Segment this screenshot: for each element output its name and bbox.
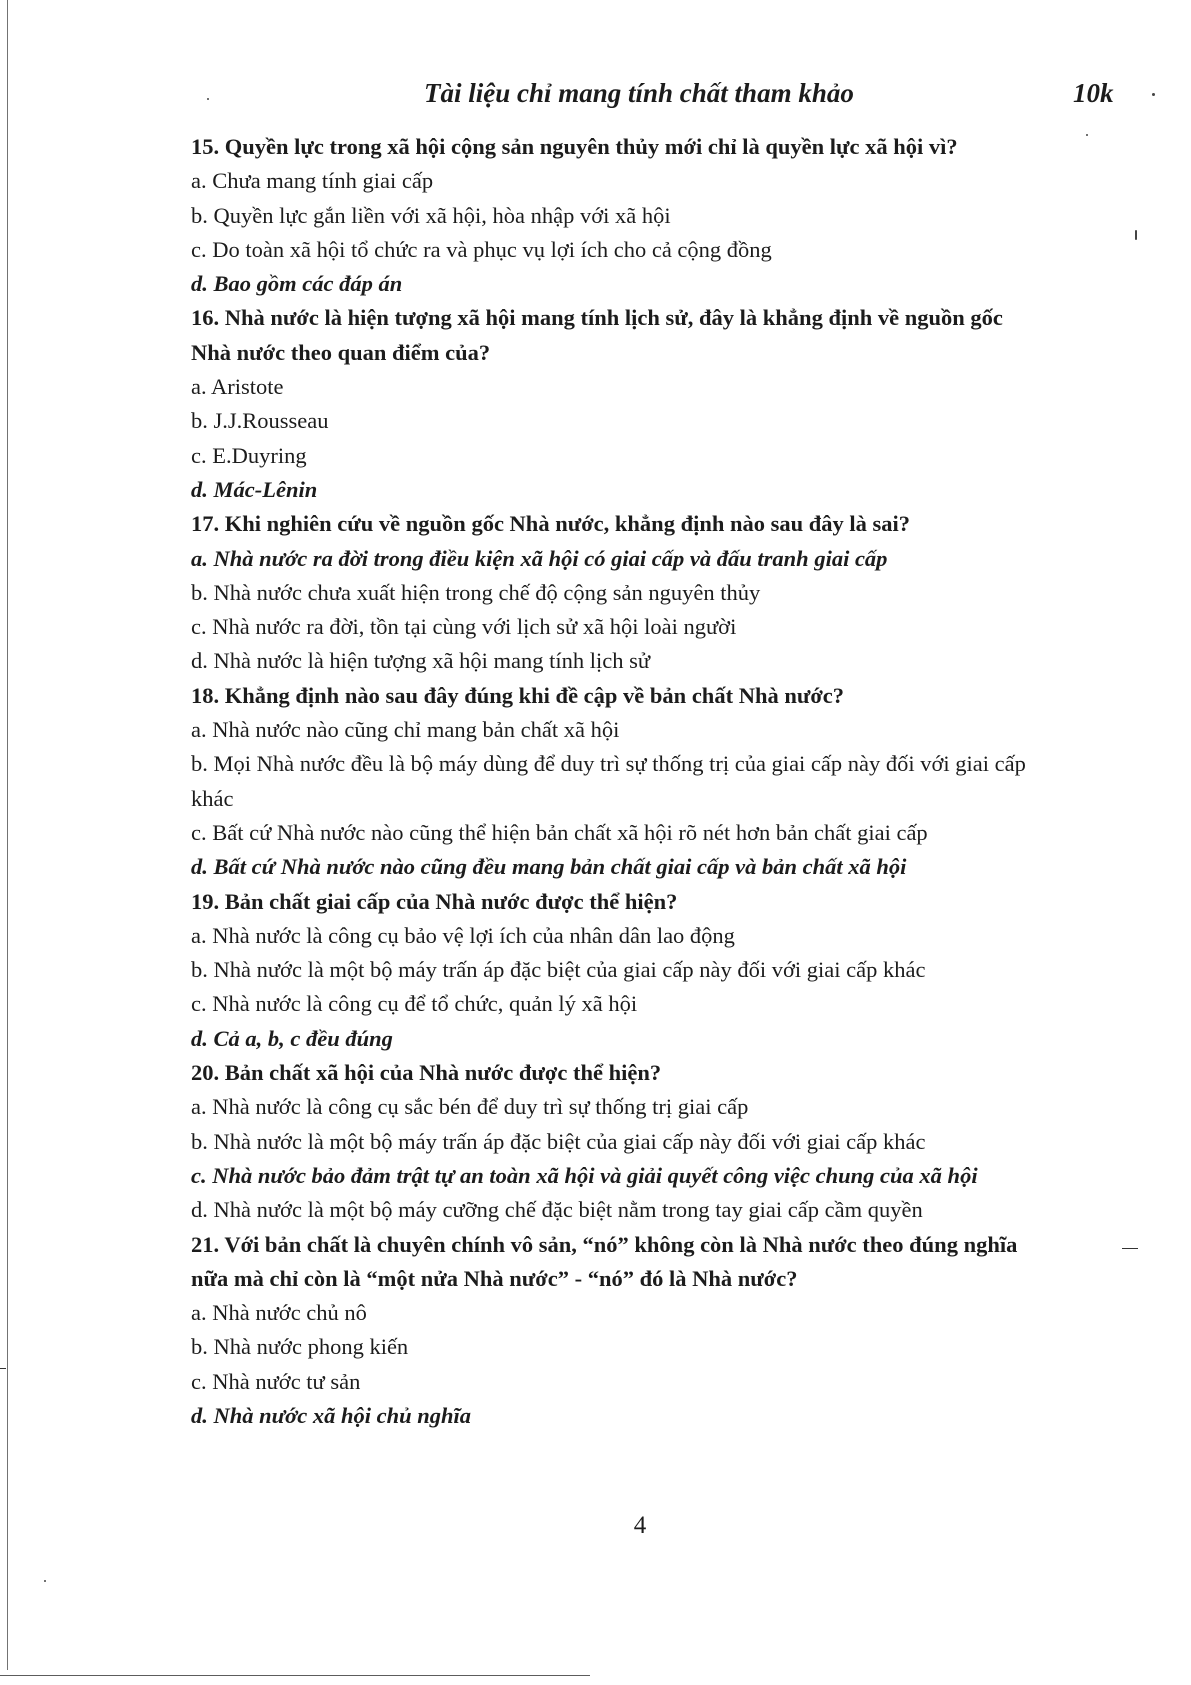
answer-option: c. Nhà nước là công cụ để tổ chức, quản lý xã hội [191,991,638,1017]
answer-option: a. Nhà nước chủ nô [191,1300,367,1326]
answer-option: b. Nhà nước chưa xuất hiện trong chế độ cộng sản nguyên thủy [191,579,761,605]
question-text: 19. Bản chất giai cấp của Nhà nước được thể hiện? [191,888,678,914]
header-price-tag: 10k [1073,78,1114,108]
scan-left-border [7,0,8,1670]
correct-answer-option: d. Bất cứ Nhà nước nào cũng đều mang bản chất giai cấp và bản chất xã hội [191,854,907,880]
header-title: Tài liệu chỉ mang tính chất tham khảo [424,78,854,108]
scan-margin-mark [0,1368,6,1369]
answer-option: khác [191,785,234,811]
answer-option: b. Nhà nước là một bộ máy trấn áp đặc biệt của giai cấp này đối với giai cấp khác [191,957,926,983]
answer-option: a. Nhà nước là công cụ bảo vệ lợi ích của nhân dân lao động [191,922,735,948]
answer-option: b. Quyền lực gắn liền với xã hội, hòa nhập với xã hội [191,202,671,228]
question-text: 15. Quyền lực trong xã hội cộng sản nguyên thủy mới chỉ là quyền lực xã hội vì? [191,134,958,159]
correct-answer-option: d. Bao gồm các đáp án [191,271,403,297]
answer-option: a. Nhà nước là công cụ sắc bén để duy trì sự thống trị giai cấp [191,1094,749,1120]
question-text: 16. Nhà nước là hiện tượng xã hội mang tính lịch sử, đây là khẳng định về nguồn gốc [191,305,1003,331]
question-text: 17. Khi nghiên cứu về nguồn gốc Nhà nước, khẳng định nào sau đây là sai? [191,511,911,537]
answer-option: b. Nhà nước phong kiến [191,1334,409,1360]
scan-speck [44,1580,46,1582]
answer-option: b. Nhà nước là một bộ máy trấn áp đặc biệt của giai cấp này đối với giai cấp khác [191,1128,926,1154]
question-text: 21. Với bản chất là chuyên chính vô sản, “nó” không còn là Nhà nước theo đúng nghĩa [191,1231,1018,1257]
correct-answer-option: d. Cả a, b, c đều đúng [191,1025,393,1051]
answer-option: c. E.Duyring [191,442,307,468]
answer-option: c. Nhà nước ra đời, tồn tại cùng với lịch sử xã hội loài người [191,614,737,640]
page-header [0,78,1191,118]
answer-option: a. Chưa mang tính giai cấp [191,168,434,194]
scan-bottom-border [0,1675,590,1676]
answer-option: b. J.J.Rousseau [191,408,329,434]
answer-option: c. Do toàn xã hội tổ chức ra và phục vụ lợi ích cho cả cộng đồng [191,236,772,262]
answer-option: a. Nhà nước nào cũng chỉ mang bản chất xã hội [191,717,620,743]
question-text: Nhà nước theo quan điểm của? [191,339,491,365]
answer-option: c. Bất cứ Nhà nước nào cũng thể hiện bản chất xã hội rõ nét hơn bản chất giai cấp [191,819,928,845]
page-number: 4 [633,1512,647,1539]
scan-margin-mark [1122,1248,1138,1249]
scan-speck [1135,230,1137,240]
question-text: 20. Bản chất xã hội của Nhà nước được thể hiện? [191,1060,662,1086]
correct-answer-option: a. Nhà nước ra đời trong điều kiện xã hội có giai cấp và đấu tranh giai cấp [191,545,888,571]
answer-option: d. Nhà nước là hiện tượng xã hội mang tính lịch sử [191,648,651,674]
correct-answer-option: d. Nhà nước xã hội chủ nghĩa [191,1402,471,1428]
answer-option: b. Mọi Nhà nước đều là bộ máy dùng để duy trì sự thống trị của giai cấp này đối với giai cấp [191,751,1026,777]
question-list [191,130,1091,1433]
answer-option: a. Aristote [191,374,284,400]
question-text: nữa mà chỉ còn là “một nửa Nhà nước” - “nó” đó là Nhà nước? [191,1265,798,1291]
answer-option: c. Nhà nước tư sản [191,1368,361,1394]
question-text: 18. Khẳng định nào sau đây đúng khi đề cập về bản chất Nhà nước? [191,682,845,708]
correct-answer-option: d. Mác-Lênin [191,476,318,502]
correct-answer-option: c. Nhà nước bảo đảm trật tự an toàn xã hội và giải quyết công việc chung của xã hội [191,1162,978,1188]
answer-option: d. Nhà nước là một bộ máy cưỡng chế đặc biệt nằm trong tay giai cấp cầm quyền [191,1197,923,1223]
